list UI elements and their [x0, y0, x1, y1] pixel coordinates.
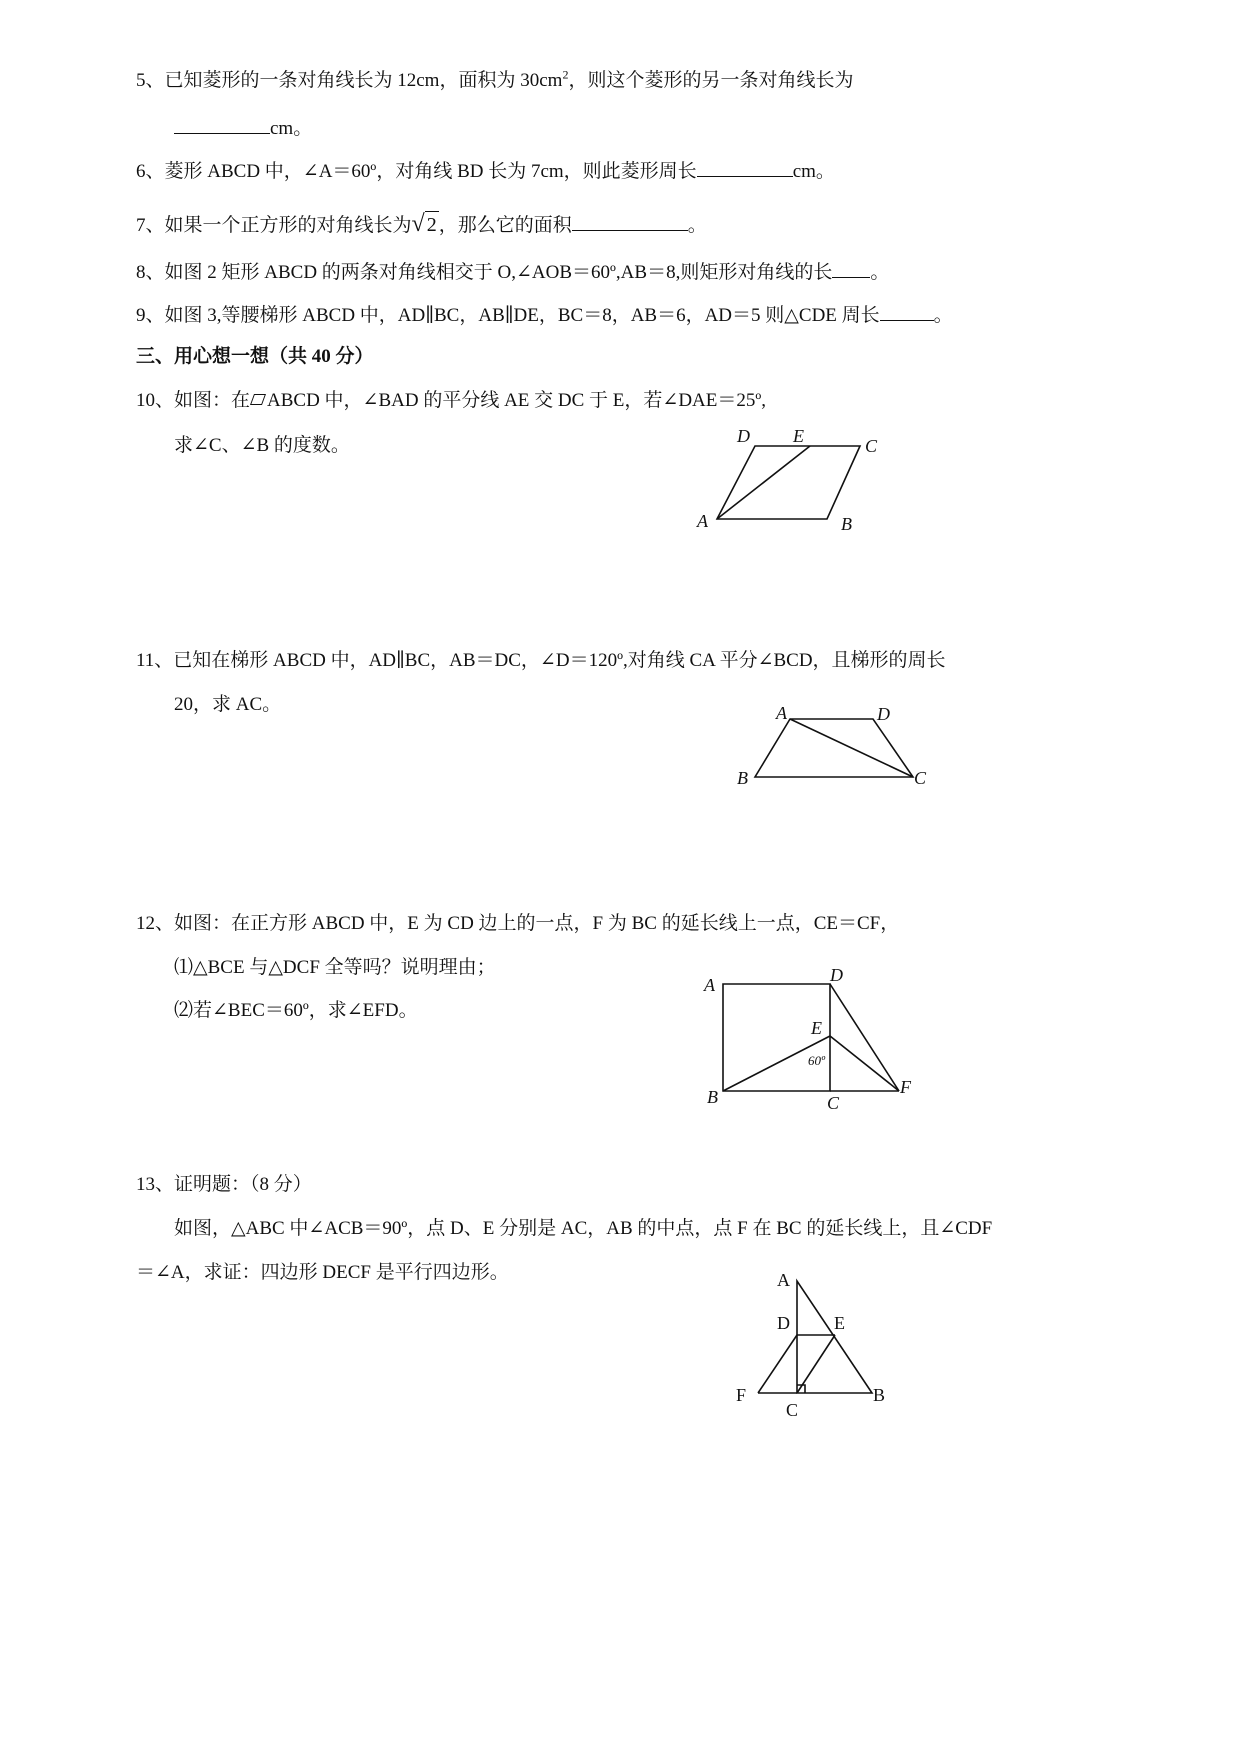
- label-b: B: [841, 514, 852, 534]
- superscript-2: 2: [562, 67, 569, 82]
- question-12-part-2: ⑵若∠BEC＝60º，求∠EFD。: [174, 1000, 418, 1021]
- question-13: 13、证明题：（8 分）: [136, 1174, 312, 1195]
- question-12-part-1: ⑴△BCE 与△DCF 全等吗？说明理由；: [174, 957, 496, 978]
- figure-triangle-abc: [730, 1265, 900, 1425]
- question-5-answer-line: [174, 113, 312, 142]
- section-heading: 三、用心想一想（共 40 分）: [136, 346, 374, 367]
- question-9: [136, 300, 953, 329]
- end-mark: 。: [687, 215, 707, 236]
- label-b: B: [737, 768, 748, 788]
- question-11: 11、已知在梯形 ABCD 中，AD∥BC，AB＝DC，∠D＝120º,对角线 CA 平分∠BCD，且梯形的周长: [136, 650, 946, 671]
- sqrt-sign: √: [411, 211, 425, 237]
- label-d: D: [877, 704, 890, 724]
- answer-blank[interactable]: [697, 156, 793, 177]
- question-8: [136, 257, 889, 286]
- question-5-text-2: ，则这个菱形的另一条对角线长为: [568, 70, 854, 91]
- figure-square-abcd: [700, 960, 930, 1115]
- question-10-text-a: 10、如图：在: [136, 390, 251, 411]
- trapezoid-outline: [755, 719, 913, 777]
- label-b: B: [873, 1385, 886, 1405]
- segment-df: [758, 1335, 797, 1393]
- label-c: C: [827, 1093, 840, 1113]
- answer-blank[interactable]: [174, 113, 270, 134]
- question-10: [136, 388, 766, 414]
- question-10-line-2: 求∠C、∠B 的度数。: [174, 435, 350, 456]
- answer-blank[interactable]: [880, 300, 934, 321]
- diagonal-ac: [790, 719, 913, 777]
- unit-label: cm。: [270, 118, 313, 139]
- label-a: A: [704, 975, 715, 995]
- label-a: A: [776, 703, 787, 723]
- parallelogram-symbol-icon: [250, 394, 266, 405]
- question-5-text: 5、已知菱形的一条对角线长为 12cm，面积为 30cm: [136, 70, 563, 91]
- question-11-line-2: 20，求 AC。: [174, 694, 282, 715]
- question-6: [136, 156, 835, 185]
- question-12: 12、如图：在正方形 ABCD 中，E 为 CD 边上的一点，F 为 BC 的延长线上一点，CE＝CF，: [136, 913, 900, 934]
- end-mark: 。: [870, 262, 890, 283]
- answer-blank[interactable]: [832, 257, 870, 278]
- label-a: A: [777, 1270, 790, 1290]
- question-7-text: 7、如果一个正方形的对角线长为: [136, 215, 412, 236]
- segment-ae: [717, 446, 810, 519]
- question-9-text: 9、如图 3,等腰梯形 ABCD 中，AD∥BC，AB∥DE，BC＝8，AB＝6，AD＝5 则△CDE 周长: [136, 305, 880, 326]
- question-13-line-2: 如图，△ABC 中∠ACB＝90º，点 D、E 分别是 AC，AB 的中点，点 F 在 BC 的延长线上，且∠CDF: [174, 1218, 993, 1239]
- label-e: E: [811, 1018, 822, 1038]
- answer-blank[interactable]: [572, 210, 688, 231]
- question-8-text: 8、如图 2 矩形 ABCD 的两条对角线相交于 O,∠AOB＝60º,AB＝8,则矩形对角线的长: [136, 262, 833, 283]
- label-f: F: [900, 1077, 911, 1097]
- label-c: C: [786, 1400, 799, 1420]
- unit-label: cm。: [792, 161, 835, 182]
- end-mark: 。: [933, 305, 953, 326]
- label-e: E: [793, 426, 804, 446]
- figure-parallelogram-abcd: [690, 420, 900, 540]
- question-10-text-b: ABCD 中，∠BAD 的平分线 AE 交 DC 于 E，若∠DAE＝25º,: [267, 390, 767, 411]
- question-7-text-2: ，那么它的面积: [438, 215, 572, 236]
- label-e: E: [834, 1313, 845, 1333]
- segment-df: [830, 984, 899, 1091]
- sqrt-radicand: 2: [425, 211, 439, 238]
- label-a: A: [697, 511, 708, 531]
- label-b: B: [707, 1087, 718, 1107]
- figure-trapezoid-abcd: [730, 700, 940, 795]
- label-c: C: [865, 436, 878, 456]
- segment-ef: [830, 1036, 899, 1091]
- question-6-text: 6、菱形 ABCD 中，∠A＝60º，对角线 BD 长为 7cm，则此菱形周长: [136, 161, 697, 182]
- label-d: D: [737, 426, 750, 446]
- label-f: F: [736, 1385, 747, 1405]
- question-13-line-3: ＝∠A，求证：四边形 DECF 是平行四边形。: [136, 1262, 509, 1283]
- question-5: [136, 68, 853, 94]
- question-7: [136, 210, 707, 239]
- label-d: D: [777, 1313, 790, 1333]
- parallelogram-outline: [717, 446, 860, 519]
- label-angle-60: 60º: [808, 1053, 826, 1068]
- label-c: C: [914, 768, 927, 788]
- label-d: D: [830, 965, 843, 985]
